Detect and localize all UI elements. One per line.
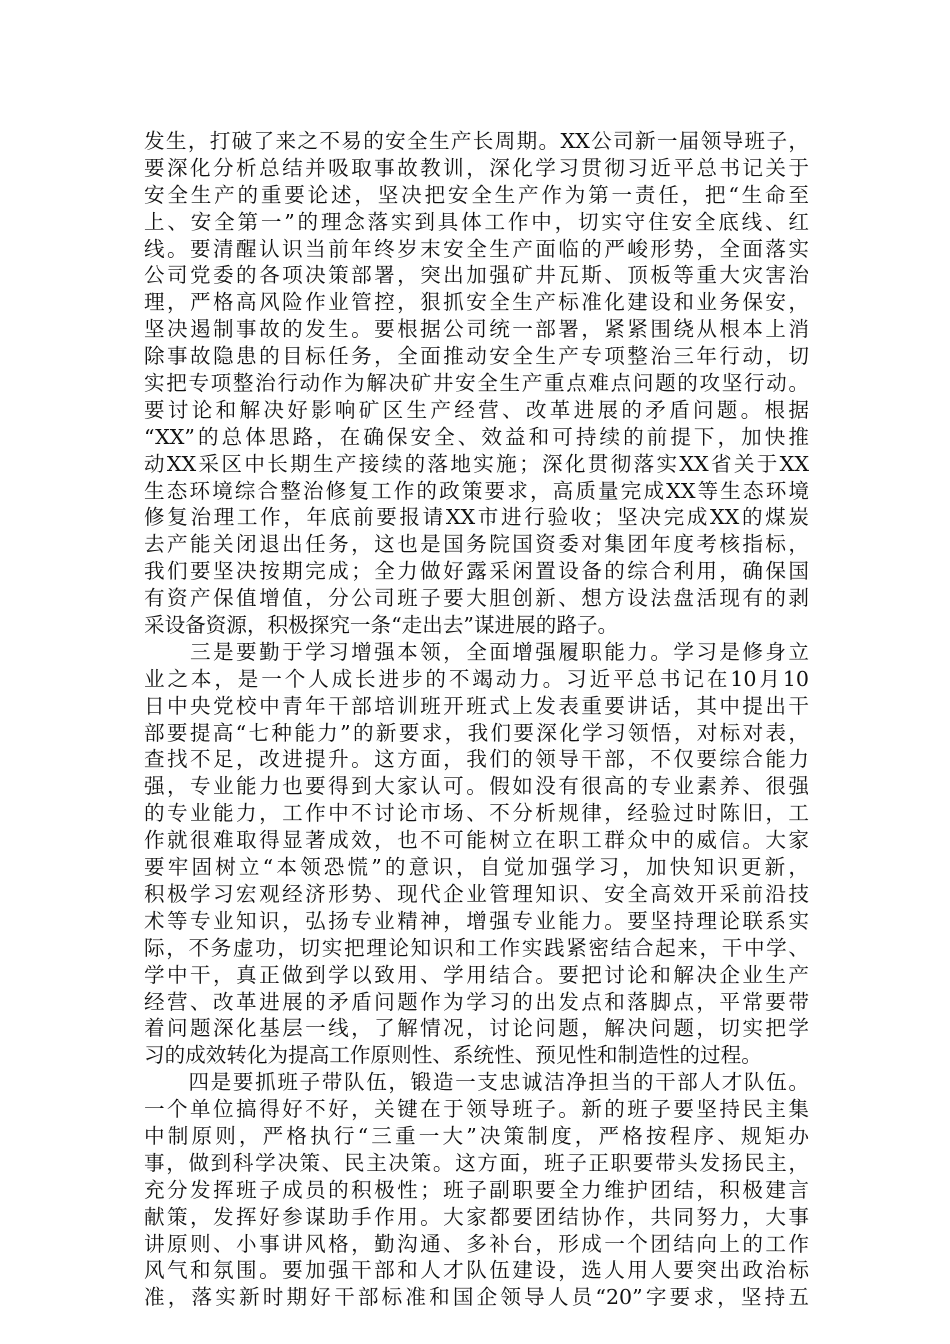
text-line: 我们要坚决按期完成；全力做好露采闲置设备的综合利用，确保国 [144,559,809,584]
text-line: 有资产保值增值，分公司班子要大胆创新、想方设法盘活现有的剥 [144,586,809,611]
text-line: 查找不足，改进提升。这方面，我们的领导干部，不仅要综合能力 [144,747,809,772]
text-line: 动XX采区中长期生产接续的落地实施；深化贯彻落实XX省关于XX [144,451,809,476]
text-line: 一个单位搞得好不好，关键在于领导班子。新的班子要坚持民主集 [144,1097,809,1122]
text-line: 要深化分析总结并吸取事故教训，深化学习贯彻习近平总书记关于 [144,155,809,180]
text-line: 实把专项整治行动作为解决矿井安全生产重点难点问题的攻坚行动。 [144,371,809,396]
text-line: 发生，打破了来之不易的安全生产长周期。XX公司新一届领导班子， [144,129,809,153]
text-line: 积极学习宏观经济形势、现代企业管理知识、安全高效开采前沿技 [144,881,809,906]
text-line: 术等专业知识，弘扬专业精神，增强专业能力。要坚持理论联系实 [144,908,809,933]
text-line: 采设备资源，积极探究一条“走出去”谋进展的路子。 [144,613,619,638]
text-line: 安全生产的重要论述，坚决把安全生产作为第一责任，把“生命至 [144,182,809,207]
text-line: 习的成效转化为提高工作原则性、系统性、预见性和制造性的过程。 [144,1043,762,1068]
text-line: 除事故隐患的目标任务，全面推动安全生产专项整治三年行动，切 [144,344,809,369]
text-line: 日中央党校中青年干部培训班开班式上发表重要讲话，其中提出干 [144,693,809,718]
text-line: 作就很难取得显著成效，也不可能树立在职工群众中的威信。大家 [144,828,809,853]
text-line: 理，严格高风险作业管控，狠抓安全生产标准化建设和业务保安， [144,290,809,315]
text-line: 公司党委的各项决策部署，突出加强矿井瓦斯、顶板等重大灾害治 [144,263,809,288]
text-line: 三是要勤于学习增强本领，全面增强履职能力。学习是修身立 [144,639,809,664]
text-line: 要牢固树立“本领恐慌”的意识，自觉加强学习，加快知识更新， [144,855,809,880]
text-line: 献策，发挥好参谋助手作用。大家都要团结协作，共同努力，大事 [144,1204,809,1229]
text-line: 讲原则、小事讲风格，勤沟通、多补台，形成一个团结向上的工作 [144,1231,809,1256]
text-line: 事，做到科学决策、民主决策。这方面，班子正职要带头发扬民主， [144,1150,809,1175]
text-line: 要讨论和解决好影响矿区生产经营、改革进展的矛盾问题。根据 [144,397,809,422]
text-line: 的专业能力，工作中不讨论市场、不分析规律，经验过时陈旧，工 [144,801,809,826]
text-line: 着问题深化基层一线，了解情况，讨论问题，解决问题，切实把学 [144,1016,809,1041]
text-line: 中制原则，严格执行“三重一大”决策制度，严格按程序、规矩办 [144,1123,809,1148]
text-line: 修复治理工作，年底前要报请XX市进行验收；坚决完成XX的煤炭 [144,505,809,530]
text-line: 经营、改革进展的矛盾问题作为学习的出发点和落脚点，平常要带 [144,989,809,1014]
text-line: 业之本，是一个人成长进步的不竭动力。习近平总书记在10月10 [144,666,809,691]
text-line: 学中干，真正做到学以致用、学用结合。要把讨论和解决企业生产 [144,962,809,987]
document-page [144,128,809,1311]
text-line: 去产能关闭退出任务，这也是国务院国资委对集团年度考核指标， [144,532,809,557]
text-line: 生态环境综合整治修复工作的政策要求，高质量完成XX等生态环境 [144,478,809,503]
text-line: 线。要清醒认识当前年终岁末安全生产面临的严峻形势，全面落实 [144,236,809,261]
text-line: 部要提高“七种能力”的新要求，我们要深化学习领悟，对标对表， [144,720,809,745]
text-line: “XX”的总体思路，在确保安全、效益和可持续的前提下，加快推 [144,424,809,449]
text-line: 坚决遏制事故的发生。要根据公司统一部署，紧紧围绕从根本上消 [144,317,809,342]
text-line: 准，落实新时期好干部标准和国企领导人员“20”字要求，坚持五 [144,1285,809,1310]
text-line: 充分发挥班子成员的积极性；班子副职要全力维护团结，积极建言 [144,1177,809,1202]
text-line: 四是要抓班子带队伍，锻造一支忠诚洁净担当的干部人才队伍。 [144,1070,809,1095]
text-line: 上、安全第一”的理念落实到具体工作中，切实守住安全底线、红 [144,209,809,234]
text-line: 强，专业能力也要得到大家认可。假如没有很高的专业素养、很强 [144,774,809,799]
text-line: 际，不务虚功，切实把理论知识和工作实践紧密结合起来，干中学、 [144,935,809,960]
text-line: 风气和氛围。要加强干部和人才队伍建设，选人用人要突出政治标 [144,1258,809,1283]
